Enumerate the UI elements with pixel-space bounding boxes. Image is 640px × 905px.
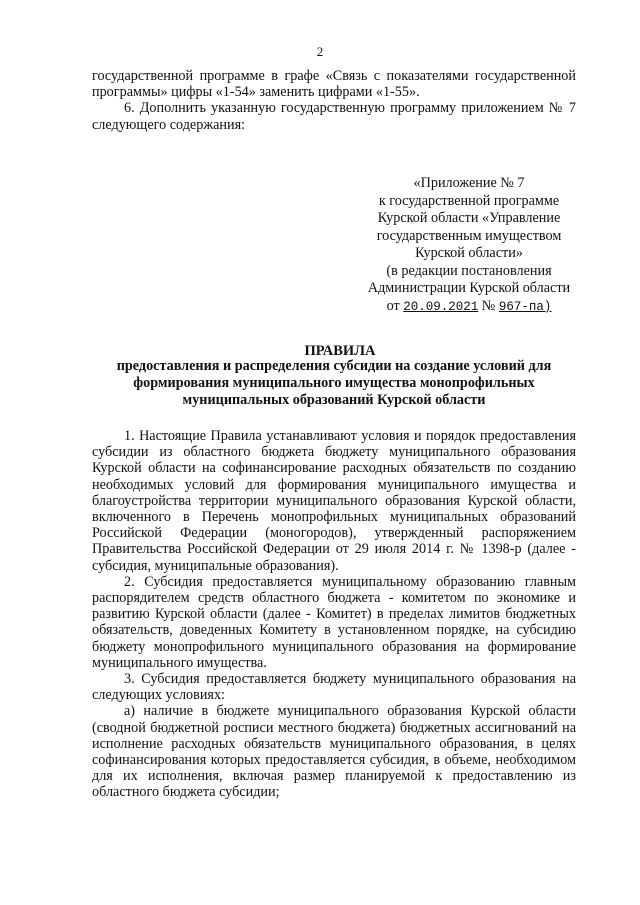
intro-paragraph-2: 6. Дополнить указанную государственную программу приложением № 7 следующего содержания: — [92, 100, 576, 133]
rules-body — [92, 428, 576, 801]
intro-text — [92, 68, 576, 133]
rules-subtitle: предоставления и распределения субсидии на создание условий для формирования муниципального имущества монопрофильных муниципальных образований Курской области — [116, 358, 552, 408]
rules-title: ПРАВИЛА — [304, 343, 376, 359]
appendix-date-line — [360, 298, 578, 317]
appendix-line-5: Курской области» — [415, 245, 523, 261]
appendix-line-1: «Приложение № 7 — [413, 175, 525, 191]
appendix-line-6: (в редакции постановления — [386, 262, 552, 279]
appendix-line-7: Администрации Курской области — [367, 280, 571, 296]
body-paragraph-2: 2. Субсидия предоставляется муниципальному образованию главным распорядителем средств областного бюджета - комитетом по экономике и развитию Курской области (далее - Комитет) в пределах лимитов бюджетных обязательств, доведенных Комитету в установленном порядке, на субсидию бюджету монопрофильного муниципального образования на формирование муниципального имущества. — [92, 573, 576, 671]
appendix-line-4: государственным имуществом — [376, 227, 562, 244]
appendix-header — [360, 175, 578, 316]
number-prefix: № — [481, 297, 496, 314]
appendix-line-2: к государственной программе — [378, 192, 560, 209]
date-prefix: от — [386, 297, 400, 314]
body-paragraph-1: 1. Настоящие Правила устанавливают условия и порядок предоставления субсидии из областного бюджета бюджету муниципального образования Курской области на софинансирование расходных обязательств по созданию необходимых условий для формирования муниципального имущества и благоустройства территории муниципального образования Курской области, включенного в Перечень монопрофильных муниципальных образований Российской Федерации (моногородов), утвержденный распоряжением Правительства Российской Федерации от 29 июля 2014 г. № 1398-р (далее - субсидия, муниципальные образования). — [92, 428, 576, 574]
date-value: 20.09.2021 — [403, 299, 479, 314]
appendix-line-3: Курской области «Управление — [377, 210, 561, 226]
intro-paragraph-1: государственной программе в графе «Связь с показателями государственной программы» цифры «1-54» заменить цифрами «1-55». — [92, 68, 576, 101]
number-value: 967-па) — [498, 299, 552, 314]
page-number: 2 — [316, 44, 324, 59]
body-paragraph-3: 3. Субсидия предоставляется бюджету муниципального образования на следующих условиях: — [92, 671, 576, 704]
body-paragraph-4: а) наличие в бюджете муниципального образования Курской области (сводной бюджетной росписи местного бюджета) бюджетных ассигнований на исполнение расходных обязательств муниципального образования, в целях софинансирования которых предоставляется субсидия, в объеме, необходимом для их исполнения, включая размер планируемой к предоставлению из областного бюджета субсидии; — [92, 703, 576, 801]
